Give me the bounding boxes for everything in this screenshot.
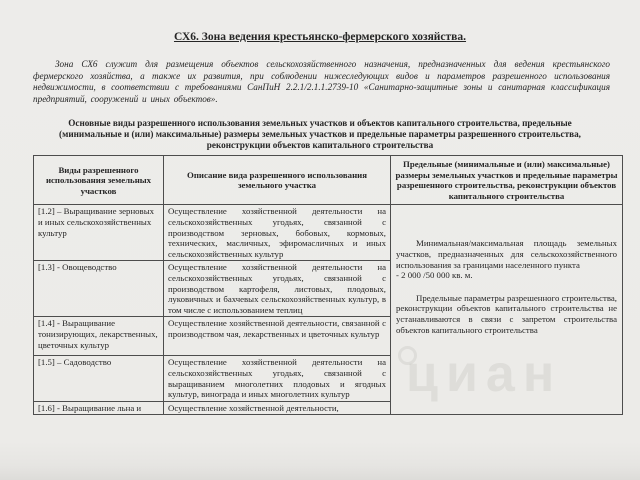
watermark xyxy=(396,344,562,404)
table-row-1-2 xyxy=(34,205,623,261)
description-cell: Осуществление хозяйственной деятельности, xyxy=(164,401,391,415)
description-cell: Осуществление хозяйственной деятельности на сельскохозяйственных угодьях, связанной с производством зерновых, бобовых, кормовых, технических, масличных, эфиромасличных и иных сельскохозяйственных культур xyxy=(164,205,391,261)
col-header-description: Описание вида разрешенного использования земельного участка xyxy=(164,156,391,205)
col-header-limits: Предельные (минимальные и (или) максимальные) размеры земельных участков и предельные параметры разрешенного строительства, реконструкции объектов капитального строительства xyxy=(391,156,623,205)
use-type-cell: [1.3] - Овощеводство xyxy=(34,261,164,317)
limits-area-paragraph: Минимальная/максимальная площадь земельных участков, предназначенных для сельскохозяйственного использования за границами населенного пункта xyxy=(396,238,617,270)
use-type-cell: [1.2] – Выращивание зерновых и иных сельскохозяйственных культур xyxy=(34,205,164,261)
description-cell: Осуществление хозяйственной деятельности, связанной с производством чая, лекарственных и цветочных культур xyxy=(164,317,391,356)
section-heading: Основные виды разрешенного использования земельных участков и объектов капитального строительства, предельные (минимальные и (или) максимальные) размеры земельных участков и предельные параметры разрешенного строительства, реконструкции объектов капитального строительства xyxy=(59,118,581,150)
description-cell: Осуществление хозяйственной деятельности на сельскохозяйственных угодьях, связанной с производством картофеля, листовых, плодовых, луковичных и бахчевых сельскохозяйственных культур, в том числе с использованием теплиц xyxy=(164,261,391,317)
col-header-use-types: Виды разрешенного использования земельных участков xyxy=(34,156,164,205)
watermark-logo-icon xyxy=(398,346,417,365)
page-title: СХ6. Зона ведения крестьянско-фермерского хозяйства. xyxy=(173,31,467,43)
watermark-text: циан xyxy=(406,345,563,403)
use-type-cell: [1.4] - Выращивание тонизирующих, лекарственных, цветочных культур xyxy=(34,317,164,356)
limits-area-value: - 2 000 /50 000 кв. м. xyxy=(396,270,473,281)
use-type-cell: [1.5] – Садоводство xyxy=(34,356,164,401)
limits-construction-paragraph: Предельные параметры разрешенного строительства, реконструкции объектов капитального строительства не устанавливаются в связи с запретом строительства объектов капитального строительства xyxy=(396,292,617,335)
use-type-cell: [1.6] - Выращивание льна и xyxy=(34,401,164,415)
intro-paragraph: Зона СХ6 служит для размещения объектов сельскохозяйственного назначения, предназначенных для ведения крестьянского фермерского хозяйства, а также их развития, при соблюдении нижеследующих видов и параметров разрешенного использования недвижимости, в соответствии с требованиями СанПиН 2.2.1/2.1.1.2739-10 «Санитарно-защитные зоны и санитарная классификация предприятий, сооружений и иных объектов». xyxy=(33,59,610,104)
table-header-row xyxy=(34,156,623,205)
description-cell: Осуществление хозяйственной деятельности на сельскохозяйственных угодьях, связанной с выращиванием многолетних плодовых и ягодных культур, винограда и иных многолетних культур xyxy=(164,356,391,401)
